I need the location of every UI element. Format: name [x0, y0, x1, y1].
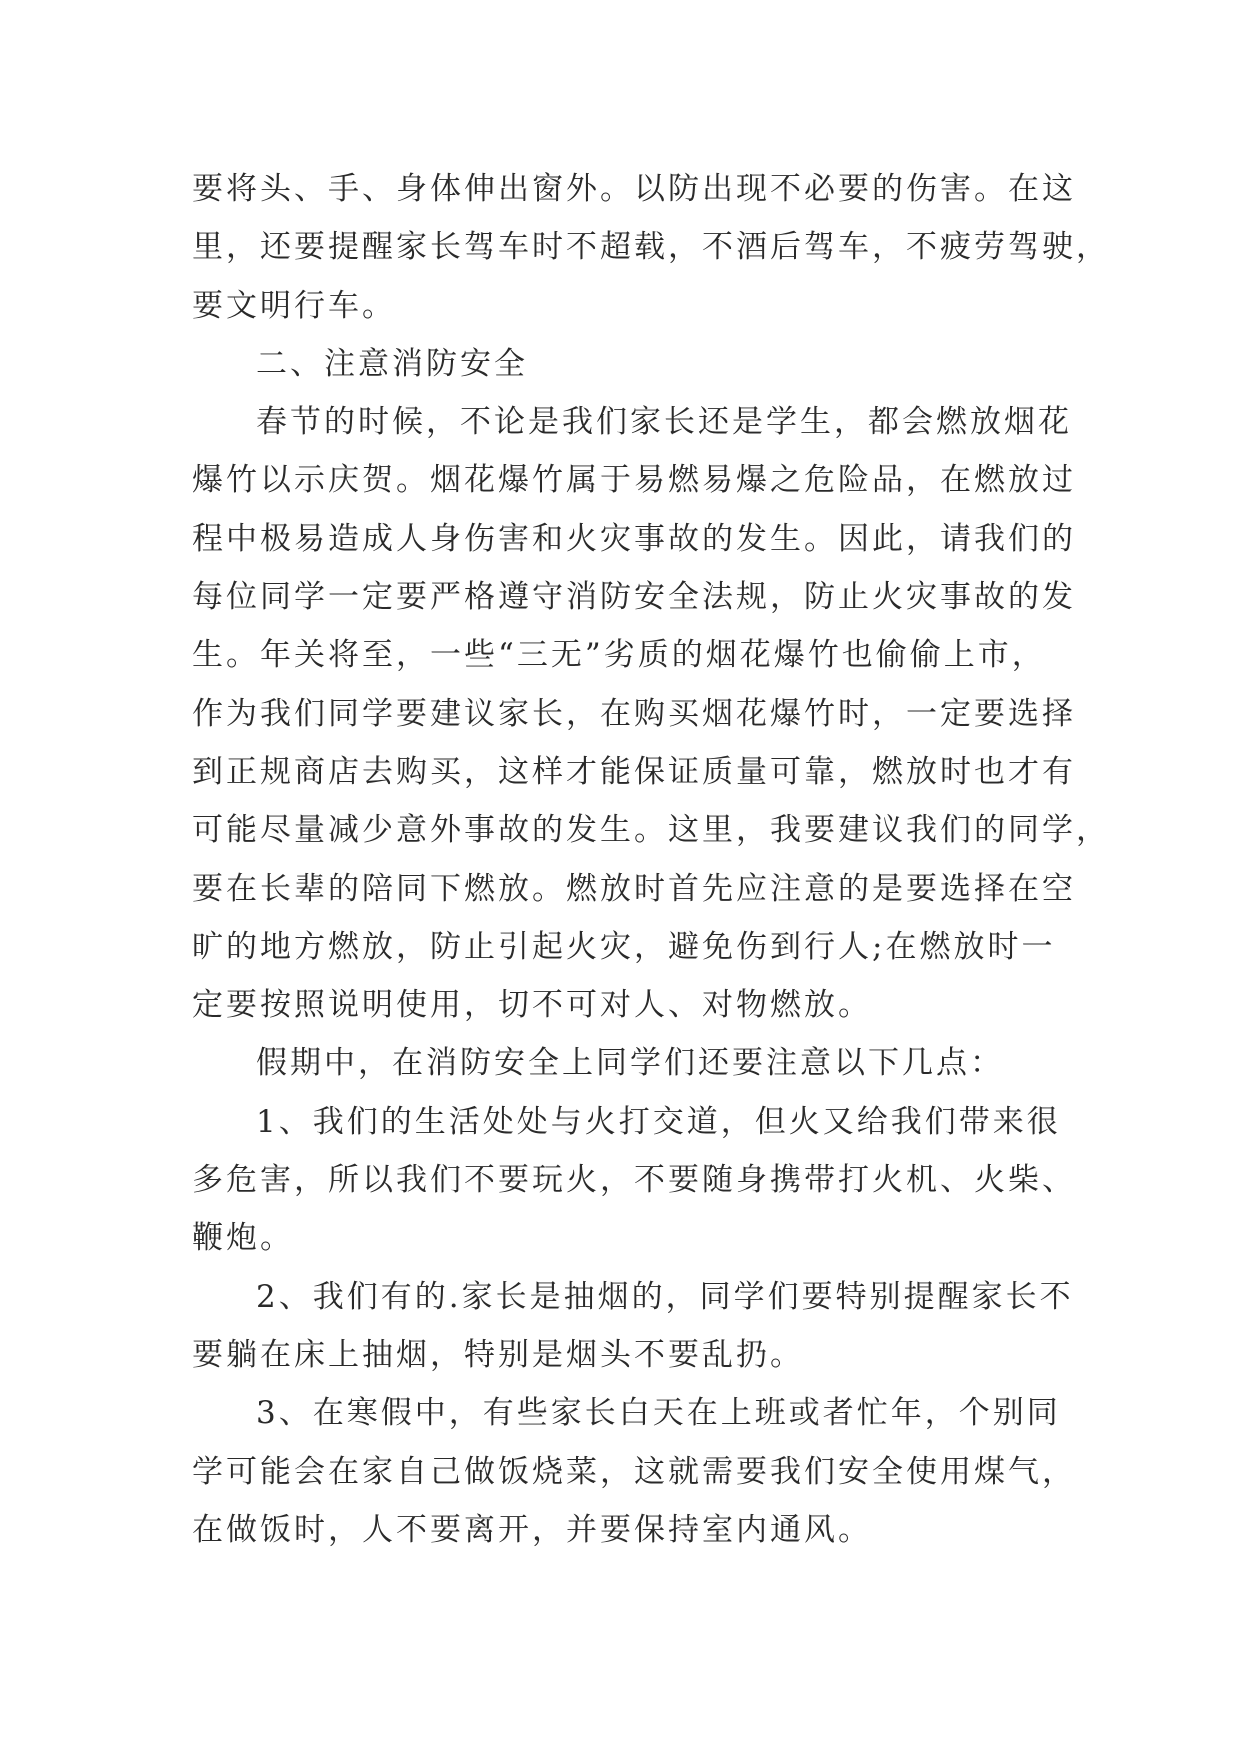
- text-line: 在做饭时，人不要离开，并要保持室内通风。: [192, 1511, 872, 1548]
- paragraph-first-line: 3、在寒假中，有些家长白天在上班或者忙年，个别同: [256, 1395, 1061, 1432]
- text-line: 旷的地方燃放，防止引起火灾，避免伤到行人;在燃放时一: [192, 928, 1056, 965]
- paragraph-first-line: 2、我们有的.家长是抽烟的，同学们要特别提醒家长不: [256, 1278, 1074, 1315]
- text-line: 要将头、手、身体伸出窗外。以防出现不必要的伤害。在这: [192, 171, 1076, 207]
- text-line: 要文明行车。: [192, 287, 396, 324]
- text-line: 生。年关将至，一些“三无”劣质的烟花爆竹也偷偷上市，: [192, 637, 1046, 674]
- text-line: 里，还要提醒家长驾车时不超载，不酒后驾车，不疲劳驾驶，: [192, 229, 1110, 266]
- document-body: [192, 160, 1110, 1559]
- text-line: 学可能会在家自己做饭烧菜，这就需要我们安全使用煤气，: [192, 1453, 1076, 1490]
- paragraph-first-line: 春节的时候，不论是我们家长还是学生，都会燃放烟花: [256, 404, 1072, 441]
- paragraph-first-line: 1、我们的生活处处与火打交道，但火又给我们带来很: [256, 1103, 1061, 1140]
- text-line: 要躺在床上抽烟，特别是烟头不要乱扔。: [192, 1336, 804, 1373]
- text-line: 定要按照说明使用，切不可对人、对物燃放。: [192, 987, 872, 1024]
- text-line: 程中极易造成人身伤害和火灾事故的发生。因此，请我们的: [192, 520, 1076, 557]
- text-line: 爆竹以示庆贺。烟花爆竹属于易燃易爆之危险品，在燃放过: [192, 462, 1076, 499]
- text-line: 每位同学一定要严格遵守消防安全法规，防止火灾事故的发: [192, 579, 1076, 616]
- paragraph-first-line: 二、注意消防安全: [256, 345, 528, 382]
- text-line: 到正规商店去购买，这样才能保证质量可靠，燃放时也才有: [192, 753, 1076, 790]
- text-line: 可能尽量减少意外事故的发生。这里，我要建议我们的同学，: [192, 812, 1110, 849]
- text-line: 多危害，所以我们不要玩火，不要随身携带打火机、火柴、: [192, 1162, 1076, 1199]
- paragraph-first-line: 假期中，在消防安全上同学们还要注意以下几点：: [256, 1045, 1004, 1082]
- text-line: 鞭炮。: [192, 1220, 294, 1257]
- text-line: 要在长辈的陪同下燃放。燃放时首先应注意的是要选择在空: [192, 870, 1076, 907]
- text-line: 作为我们同学要建议家长，在购买烟花爆竹时，一定要选择: [192, 695, 1076, 732]
